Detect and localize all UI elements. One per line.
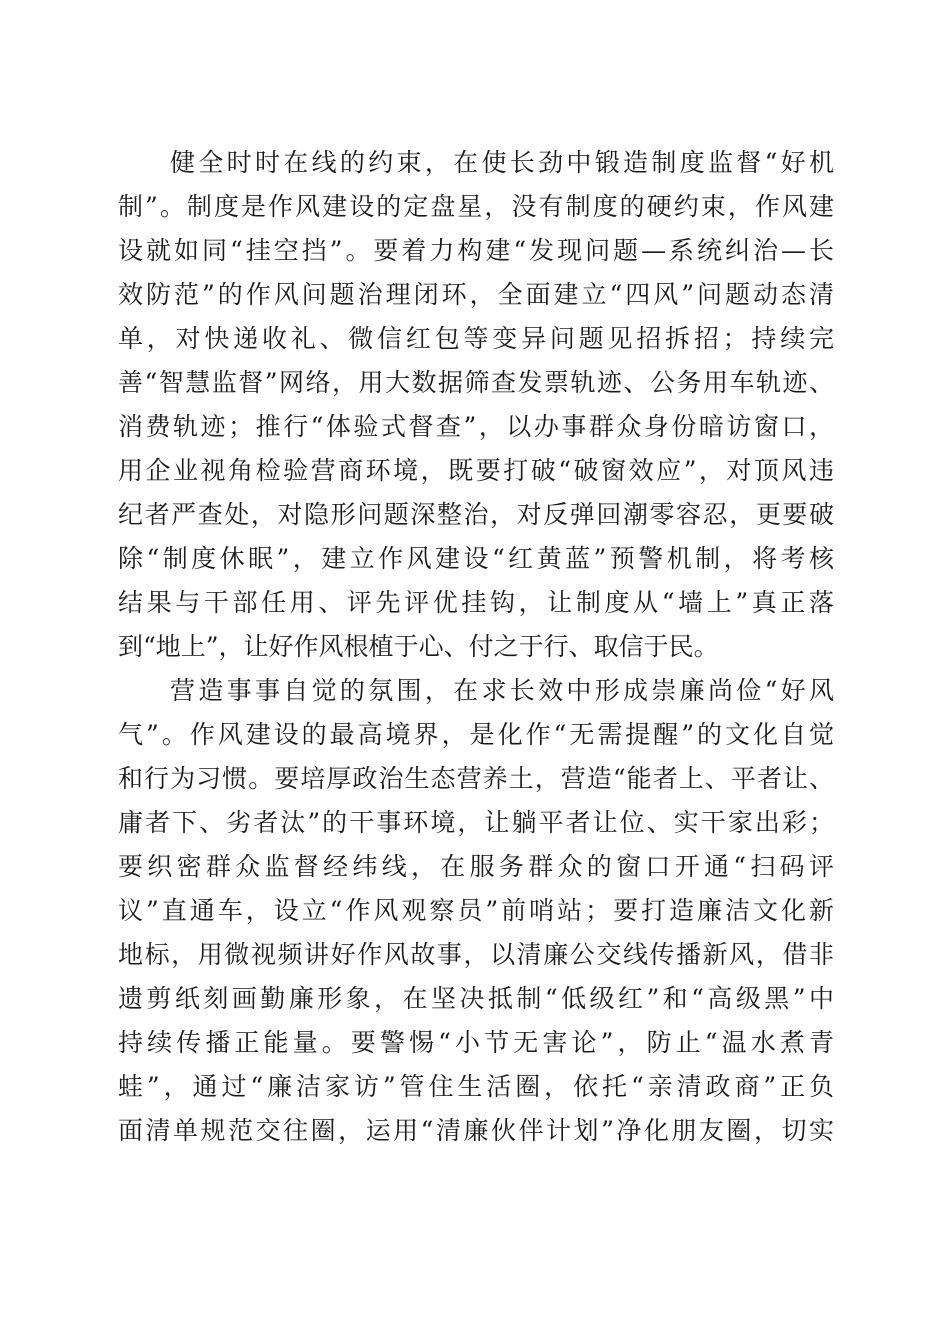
text-line: 制”。制度是作风建设的定盘星，没有制度的硬约束，作风建: [118, 192, 834, 221]
text-line: 效防范”的作风问题治理闭环，全面建立“四风”问题动态清: [118, 280, 834, 309]
text-line: 遗剪纸刻画勤廉形象，在坚决抵制“低级红”和“高级黑”中: [118, 984, 834, 1013]
text-line: 单，对快递收礼、微信红包等变异问题见招拆招；持续完: [118, 324, 834, 353]
text-line: 善“智慧监督”网络，用大数据筛查发票轨迹、公务用车轨迹、: [118, 368, 834, 397]
text-line: 用企业视角检验营商环境，既要打破“破窗效应”，对顶风违: [118, 456, 834, 485]
text-line: 议”直通车，设立“作风观察员”前哨站；要打造廉洁文化新: [118, 896, 834, 925]
text-line: 面清单规范交往圈，运用“清廉伙伴计划”净化朋友圈，切实: [118, 1116, 834, 1145]
text-line: 消费轨迹；推行“体验式督查”，以办事群众身份暗访窗口，: [118, 412, 834, 441]
text-line: 气”。作风建设的最高境界，是化作“无需提醒”的文化自觉: [118, 720, 834, 749]
text-line: 要织密群众监督经纬线，在服务群众的窗口开通“扫码评: [118, 852, 834, 881]
text-line: 庸者下、劣者汰”的干事环境，让躺平者让位、实干家出彩；: [118, 808, 834, 837]
text-line: 结果与干部任用、评先评优挂钩，让制度从“墙上”真正落: [118, 588, 834, 617]
text-line: 纪者严查处，对隐形问题深整治，对反弹回潮零容忍，更要破: [118, 500, 834, 529]
document-body: [118, 141, 834, 1153]
text-line: 营造事事自觉的氛围，在求长效中形成崇廉尚俭“好风: [170, 676, 834, 705]
text-line: 除“制度休眠”，建立作风建设“红黄蓝”预警机制，将考核: [118, 544, 834, 573]
paragraph-institution-supervision: [118, 141, 834, 669]
text-line: 和行为习惯。要培厚政治生态营养土，营造“能者上、平者让、: [118, 764, 834, 793]
text-line: 健全时时在线的约束，在使长劲中锻造制度监督“好机: [170, 148, 834, 177]
paragraph-clean-atmosphere: [118, 669, 834, 1153]
text-line: 蛙”，通过“廉洁家访”管住生活圈，依托“亲清政商”正负: [118, 1072, 834, 1101]
text-line: 地标，用微视频讲好作风故事，以清廉公交线传播新风，借非: [118, 940, 834, 969]
text-line: 持续传播正能量。要警惕“小节无害论”，防止“温水煮青: [118, 1028, 834, 1057]
text-line: 到“地上”，让好作风根植于心、付之于行、取信于民。: [118, 632, 719, 661]
text-line: 设就如同“挂空挡”。要着力构建“发现问题—系统纠治—长: [118, 236, 834, 265]
